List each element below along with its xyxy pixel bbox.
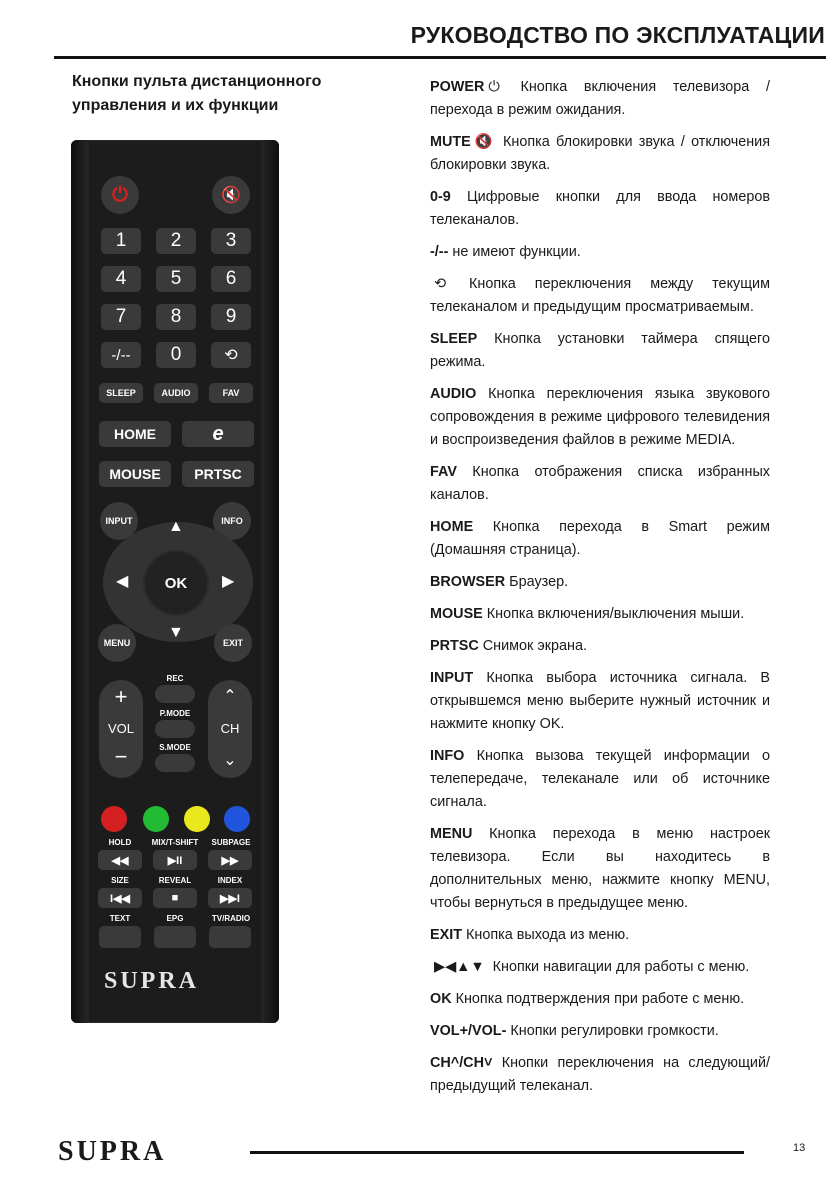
power-button: ⏻: [101, 176, 139, 214]
description-text: Кнопка переключения языка звукового сопровождения в режиме цифрового телевидения и воспроизведения файлов в режиме MEDIA.: [430, 386, 770, 448]
description-item: [430, 328, 770, 374]
description-item: [430, 603, 770, 626]
previous-icon: I◀◀: [98, 888, 142, 908]
reveal-label: REVEAL: [158, 876, 192, 885]
description-key: POWER: [430, 79, 485, 95]
remote-key-menu: MENU: [98, 624, 136, 662]
footer-divider: [250, 1151, 744, 1154]
description-key: BROWSER: [430, 574, 506, 590]
description-text: Кнопки регулировки громкости.: [506, 1023, 719, 1039]
description-item: [430, 241, 770, 264]
remote-key-0: 0: [156, 342, 196, 368]
description-key: SLEEP: [430, 331, 478, 347]
vol-plus-icon: +: [114, 684, 128, 709]
description-key: -/--: [430, 244, 449, 260]
description-key: PRTSC: [430, 638, 479, 654]
description-item: [430, 1020, 770, 1043]
red-button: [101, 806, 127, 832]
arrow-right-icon: ▶: [222, 573, 235, 590]
remote-key-home: HOME: [99, 421, 171, 447]
chevron-down-icon: ⌄: [223, 752, 237, 769]
description-item: [430, 76, 770, 122]
remote-edge-right: [261, 140, 279, 1023]
remote-key-info: INFO: [213, 502, 251, 540]
chevron-up-icon: ⌃: [223, 688, 237, 705]
mute-button: 🔇: [212, 176, 250, 214]
description-key: VOL+/VOL-: [430, 1023, 507, 1039]
remote-key-2: 2: [156, 228, 196, 254]
remote-key-exit: EXIT: [214, 624, 252, 662]
description-text: не имеют функции.: [448, 244, 581, 260]
footer-brand-logo: SUPRA: [58, 1136, 167, 1167]
arrow-up-icon: ▲: [168, 518, 184, 535]
description-text: Кнопка включения/выключения мыши.: [482, 606, 745, 622]
description-item: [430, 516, 770, 562]
description-item: [430, 1052, 770, 1098]
rec-button: [155, 685, 195, 703]
remote-key-prtsc: PRTSC: [182, 461, 254, 487]
description-icon: ▶◀▲▼: [434, 959, 485, 975]
description-item: [430, 571, 770, 594]
remote-key-audio: AUDIO: [154, 383, 198, 403]
description-key: AUDIO: [430, 386, 477, 402]
remote-key-ok: OK: [145, 552, 207, 614]
button-descriptions: [430, 76, 770, 1107]
remote-key-sleep: SLEEP: [99, 383, 143, 403]
description-item: [430, 667, 770, 736]
description-item: [430, 273, 770, 319]
description-key: CH^/CH˅: [430, 1055, 493, 1071]
description-key: MOUSE: [430, 606, 483, 622]
remote-key-dash: -/--: [101, 342, 141, 368]
description-icon: ⏻: [488, 79, 500, 95]
epg-label: EPG: [166, 914, 184, 923]
stop-icon: ■: [153, 888, 197, 908]
yellow-button: [184, 806, 210, 832]
remote-key-3: 3: [211, 228, 251, 254]
remote-key-4: 4: [101, 266, 141, 292]
text-button: [99, 926, 141, 948]
description-text: Кнопка включения телевизора / перехода в режим ожидания.: [430, 79, 770, 118]
description-item: [430, 186, 770, 232]
remote-key-6: 6: [211, 266, 251, 292]
play-pause-icon: ▶II: [153, 850, 197, 870]
description-item: [430, 383, 770, 452]
description-key: INPUT: [430, 670, 474, 686]
page-header-title: РУКОВОДСТВО ПО ЭКСПЛУАТАЦИИ: [410, 22, 825, 48]
description-item: [430, 988, 770, 1011]
description-text: Кнопка выбора источника сигнала. В открывшемся меню выберите нужный источник и нажмите кнопку OK.: [430, 670, 770, 732]
description-key: MUTE: [430, 134, 471, 150]
description-item: [430, 924, 770, 947]
description-item: [430, 956, 770, 979]
tvradio-label: TV/RADIO: [211, 914, 251, 923]
description-text: Кнопка перехода в меню настроек телевизора. Если вы находитесь в дополнительных меню, нажмите кнопку MENU, чтобы вернуться в предыдущее меню.: [430, 826, 770, 911]
description-key: EXIT: [430, 927, 462, 943]
tvradio-button: [209, 926, 251, 948]
description-item: [430, 823, 770, 915]
remote-edge-left: [71, 140, 89, 1023]
description-key: 0-9: [430, 189, 451, 205]
epg-button: [154, 926, 196, 948]
vol-label: VOL: [107, 721, 134, 736]
remote-key-fav: FAV: [209, 383, 253, 403]
ch-label: CH: [220, 721, 240, 736]
hold-label: HOLD: [108, 838, 132, 847]
remote-key-5: 5: [156, 266, 196, 292]
description-text: Кнопка установки таймера спящего режима.: [430, 331, 770, 370]
description-text: Цифровые кнопки для ввода номеров телеканалов.: [430, 189, 770, 228]
remote-key-1: 1: [101, 228, 141, 254]
description-text: Кнопки навигации для работы с меню.: [488, 959, 750, 975]
description-key: OK: [430, 991, 452, 1007]
description-text: Кнопки переключения на следующий/предыдущий телеканал.: [430, 1055, 770, 1094]
smode-label: S.MODE: [159, 743, 191, 752]
description-item: [430, 635, 770, 658]
remote-key-input: INPUT: [100, 502, 138, 540]
pmode-label: P.MODE: [159, 709, 191, 718]
blue-button: [224, 806, 250, 832]
smode-button: [155, 754, 195, 772]
remote-key-mouse: MOUSE: [99, 461, 171, 487]
rec-label: REC: [166, 674, 184, 683]
remote-key-9: 9: [211, 304, 251, 330]
vol-minus-icon: −: [114, 744, 128, 769]
mix-label: MIX/T-SHIFT: [151, 838, 199, 847]
description-item: [430, 461, 770, 507]
description-text: Кнопка блокировки звука / отключения блокировки звука.: [430, 134, 770, 173]
description-icon: ⟲: [434, 276, 447, 292]
description-key: INFO: [430, 748, 465, 764]
recall-icon: ⟲: [211, 342, 251, 368]
fast-forward-icon: ▶▶: [208, 850, 252, 870]
remote-key-8: 8: [156, 304, 196, 330]
rewind-icon: ◀◀: [98, 850, 142, 870]
green-button: [143, 806, 169, 832]
remote-brand-logo: SUPRA: [104, 968, 200, 994]
description-text: Кнопка вызова текущей информации о телепередаче, телеканале или об источнике сигнала.: [430, 748, 770, 810]
pmode-button: [155, 720, 195, 738]
size-label: SIZE: [111, 876, 129, 885]
description-text: Браузер.: [505, 574, 569, 590]
description-key: MENU: [430, 826, 473, 842]
browser-icon: e: [182, 421, 254, 447]
subpage-label: SUBPAGE: [211, 838, 251, 847]
description-text: Кнопка переключения между текущим телеканалом и предыдущим просматриваемым.: [430, 276, 770, 315]
arrow-down-icon: ▼: [168, 624, 184, 641]
description-item: [430, 131, 770, 177]
header-divider: [54, 56, 826, 59]
index-label: INDEX: [217, 876, 243, 885]
description-key: FAV: [430, 464, 457, 480]
description-text: Снимок экрана.: [478, 638, 587, 654]
section-heading: Кнопки пульта дистанционного управления и их функции: [72, 73, 322, 114]
description-text: Кнопка перехода в Smart режим (Домашняя страница).: [430, 519, 770, 558]
description-key: HOME: [430, 519, 474, 535]
page-number: 13: [793, 1142, 806, 1154]
remote-key-7: 7: [101, 304, 141, 330]
description-item: [430, 745, 770, 814]
description-text: Кнопка подтверждения при работе с меню.: [451, 991, 745, 1007]
next-icon: ▶▶I: [208, 888, 252, 908]
description-text: Кнопка отображения списка избранных каналов.: [430, 464, 770, 503]
description-icon: 🔇: [474, 134, 493, 150]
text-label: TEXT: [109, 914, 131, 923]
description-text: Кнопка выхода из меню.: [462, 927, 630, 943]
arrow-left-icon: ◀: [116, 573, 129, 590]
